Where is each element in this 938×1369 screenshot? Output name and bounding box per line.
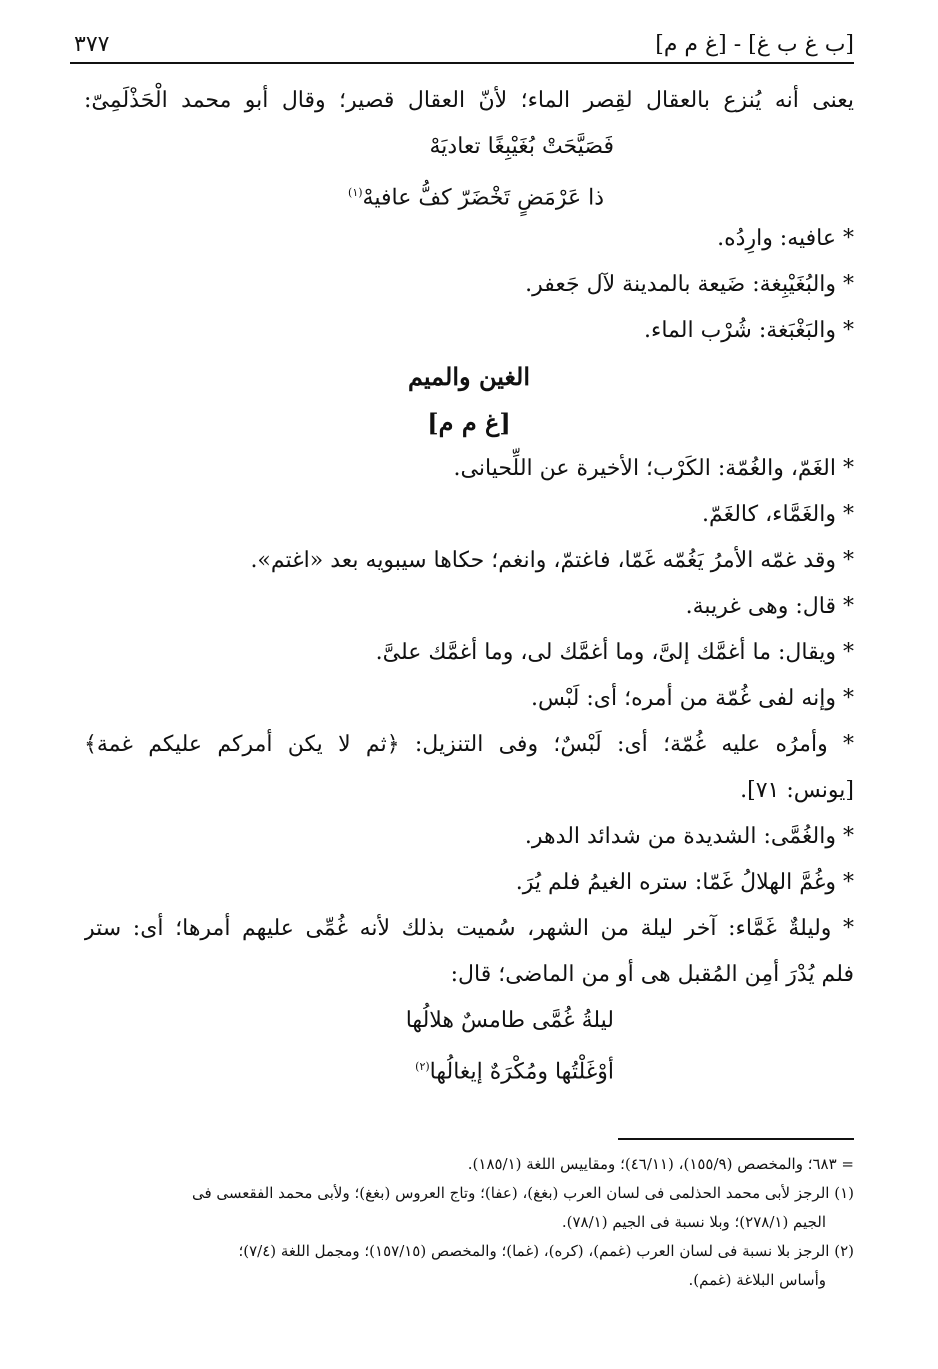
footnotes xyxy=(84,1150,854,1295)
verse-line: فَصَيَّحَتْ بُغَيْبِغًا تعاديَهْ xyxy=(429,134,614,159)
entry-line-continued: فلم يُدْرَ أمِن المُقبل هى أو من الماضى؛ قال: xyxy=(450,962,854,987)
text-line: يعنى أنه يُنزع بالعقال لقِصر الماء؛ لأنّ العقال قصير؛ وقال أبو محمد الْحَذْلَمِىّ: xyxy=(84,88,854,113)
footnote-ref[interactable]: (٢) xyxy=(415,1060,430,1073)
header-root-range: [ب غ ب غ] - [غ م م] xyxy=(655,32,854,57)
verse-text: أوْغَلْتُها ومُكْرَهٌ إيغالُها xyxy=(429,1059,614,1085)
footnote-ref[interactable]: (١) xyxy=(348,186,363,199)
footnote-line: (٢) الرجز بلا نسبة فى لسان العرب (غمم)، (كره)، (غما)؛ والمخصص (١٥٧/١٥)؛ ومجمل اللغة (٧/٤)؛ xyxy=(238,1242,854,1260)
entry-line: * وإنه لفى غُمّة من أمره؛ أى: لَبْس. xyxy=(530,686,854,711)
footnote-line: وأساس البلاغة (غمم). xyxy=(688,1271,826,1289)
footnote-line: = ٦٨٣؛ والمخصص (١٥٥/٩)، (٤٦/١١)؛ ومقاييس اللغة (١٨٥/١). xyxy=(467,1155,854,1173)
entry-line: * عافيه: وارِدُه. xyxy=(717,226,854,251)
entry-line: * وليلةٌ غَمَّاء: آخر ليلة من الشهر، سُميت بذلك لأنه غُمِّى عليهم أمرها؛ أى: ستر xyxy=(84,916,854,941)
footnote-line: الجيم (٢٧٨/١)؛ وبلا نسبة فى الجيم (٧٨/١). xyxy=(561,1213,826,1231)
entry-line: * والغَمَّاء، كالغَمّ. xyxy=(701,502,854,527)
verse-line xyxy=(84,1044,854,1090)
entry-line: * قال: وهى غريبة. xyxy=(685,594,854,619)
verse-line: ليلةُ غُمَّى طامسٌ هلالُها xyxy=(405,1008,614,1033)
entry-line: * ويقال: ما أغمَّك إلىَّ، وما أغمَّك لى، وما أغمَّك علىَّ. xyxy=(375,640,854,665)
entry-line-continued: [يونس: ٧١]. xyxy=(740,778,854,803)
section-title: الغين والميم xyxy=(407,362,531,391)
footnote-line: (١) الرجز لأبى محمد الحذلمى فى لسان العرب (بغغ)، (عفا)؛ وتاج العروس (بغغ)؛ ولأبى محمد الفقعسى فى xyxy=(191,1184,854,1202)
verse-text: ذا عَرْمَضٍ تَخْضَرّ كفُّ عافيهْ xyxy=(362,185,604,211)
entry-line: * الغَمّ، والغُمّة: الكَرْب؛ الأخيرة عن اللِّحيانى. xyxy=(453,456,854,481)
verse-line xyxy=(84,170,854,216)
entry-line: * والبُغَيْبِغة: ضَيعة بالمدينة لآل جَعفر. xyxy=(525,272,854,297)
main-text xyxy=(84,78,854,1090)
entry-line: * وغُمَّ الهلالُ غَمّا: ستره الغيمُ فلم يُرَ. xyxy=(515,870,854,895)
entry-line: * وأمرُه عليه غُمّة؛ أى: لَبْسٌ؛ وفى التنزيل: ﴿ثم لا يكن أمركم عليكم غمة﴾ xyxy=(84,732,854,757)
root-heading: [غ م م] xyxy=(427,408,511,437)
footnote-separator xyxy=(618,1138,854,1140)
running-header xyxy=(70,30,854,64)
entry-line: * وقد غمّه الأمرُ يَغُمّه غَمّا، فاغتمّ، وانغم؛ حكاها سيبويه بعد «اغتم». xyxy=(250,548,854,573)
entry-line: * والبَغْبَغة: شُرْب الماء. xyxy=(644,318,854,343)
page-number: ٣٧٧ xyxy=(74,32,110,57)
entry-line: * والغُمَّى: الشديدة من شدائد الدهر. xyxy=(524,824,854,849)
